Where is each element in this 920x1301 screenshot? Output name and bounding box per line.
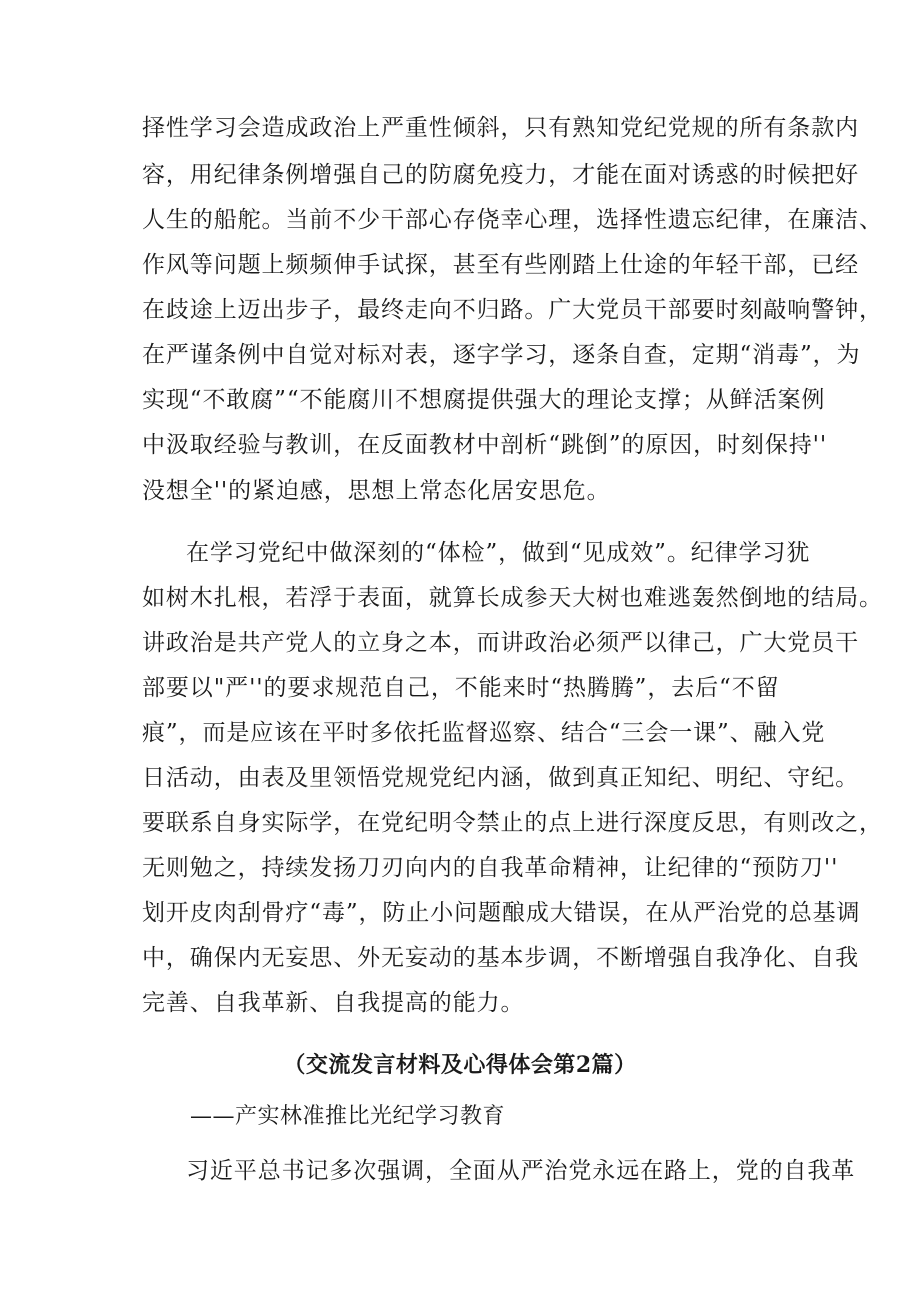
paragraph-2-line: 无则勉之，持续发扬刀刃向内的自我革命精神，让纪律的“预防刀''	[142, 855, 839, 881]
section-subtitle: ——产实林准推比光纪学习教育	[190, 1104, 506, 1129]
paragraph-2-line: 部要以"严''的要求规范自己，不能来时“热腾腾”，去后“不留	[142, 675, 780, 701]
paragraph-1-line: 择性学习会造成政治上严重性倾斜，只有熟知党纪党规的所有条款内	[142, 115, 859, 141]
section-heading: （交流发言材料及心得体会第2篇）	[283, 1052, 637, 1078]
paragraph-1-line: 人生的船舵。当前不少干部心存侥幸心理，选择性遗忘纪律，在廉洁、	[142, 207, 883, 233]
paragraph-1-line: 容，用纪律条例增强自己的防腐免疫力，才能在面对诱惑的时候把好	[142, 162, 859, 188]
paragraph-2-line: 完善、自我革新、自我提高的能力。	[142, 990, 525, 1016]
paragraph-1-line: 没想全''的紧迫感，思想上常态化居安思危。	[142, 478, 611, 504]
paragraph-1-line: 中汲取经验与教训，在反面教材中剖析“跳倒”的原因，时刻保持''	[142, 432, 828, 458]
paragraph-2-line: 要联系自身实际学，在党纪明令禁止的点上进行深度反思，有则改之，	[142, 810, 883, 836]
paragraph-2-line: 讲政治是共产党人的立身之本，而讲政治必须严以律己，广大党员干	[142, 630, 859, 656]
paragraph-2-line: 日活动，由表及里领悟党规党纪内涵，做到真正知纪、明纪、守纪。	[142, 765, 859, 791]
paragraph-1-line: 作风等问题上频频伸手试探，甚至有些刚踏上仕途的年轻干部，已经	[142, 252, 859, 278]
paragraph-2-line: 痕”，而是应该在平时多依托监督巡察、结合“三会一课”、融入党	[142, 720, 826, 746]
paragraph-1-line: 在歧途上迈出步子，最终走向不归路。广大党员干部要时刻敲响警钟，	[142, 297, 883, 323]
paragraph-2-line: 中，确保内无妄思、外无妄动的基本步调，不断增强自我净化、自我	[142, 945, 859, 971]
paragraph-2-line: 划开皮肉刮骨疗“毒”，防止小问题酿成大错误，在从严治党的总基调	[142, 900, 861, 926]
paragraph-3-line: 习近平总书记多次强调，全面从严治党永远在路上，党的自我革	[186, 1158, 856, 1184]
paragraph-1-line: 在严谨条例中自觉对标对表，逐字学习，逐条自查，定期“消毒”，为	[142, 342, 861, 368]
paragraph-2-line: 如树木扎根，若浮于表面，就算长成参天大树也难逃轰然倒地的结局。	[142, 585, 883, 611]
paragraph-1-line: 实现“不敢腐”“不能腐川不想腐提供强大的理论支撑；从鲜活案例	[142, 387, 826, 413]
paragraph-2-line: 在学习党纪中做深刻的“体检”，做到“见成效”。纪律学习犹	[186, 540, 811, 566]
